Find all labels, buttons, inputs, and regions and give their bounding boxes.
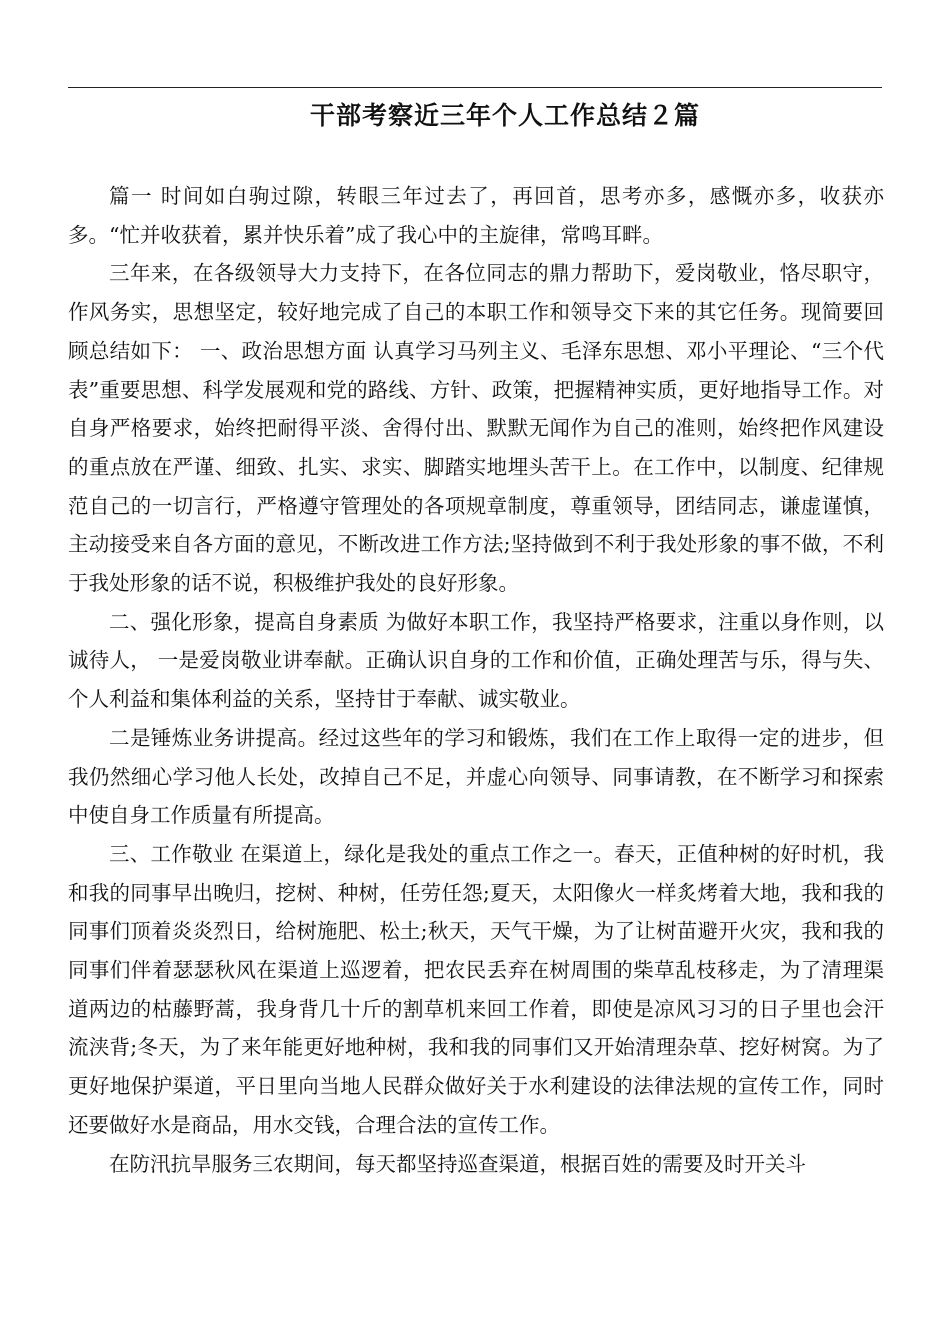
paragraph: 二是锤炼业务讲提高。经过这些年的学习和锻炼，我们在工作上取得一定的进步，但我仍然细心学习他人长处，改掉自己不足，并虚心向领导、同事请教，在不断学习和探索中使自身工作质量有所提高。 <box>68 725 884 828</box>
document-title: 干部考察近三年个人工作总结２篇 <box>309 101 700 130</box>
header-rule <box>68 87 882 88</box>
paragraph: 篇一 时间如白驹过隙，转眼三年过去了，再回首，思考亦多，感慨亦多，收获亦多。“忙并收获着，累并快乐着”成了我心中的主旋律，常鸣耳畔。 <box>68 184 884 247</box>
paragraph: 在防汛抗旱服务三农期间，每天都坚持巡查渠道，根据百姓的需要及时开关斗 <box>109 1151 806 1176</box>
paragraph: 三年来，在各级领导大力支持下，在各位同志的鼎力帮助下，爱岗敬业，恪尽职守，作风务实，思想坚定，较好地完成了自己的本职工作和领导交下来的其它任务。现简要回顾总结如下： 一、政治思想方面 认真学习马列主义、毛泽东思想、邓小平理论、“三个代表”重要思想、科学发展观和党的路线、方针、政策，把握精神实质，更好地指导工作。对自身严格要求，始终把耐得平淡、舍得付出、默默无闻作为自己的准则，始终把作风建设的重点放在严谨、细致、扎实、求实、脚踏实地埋头苦干上。在工作中，以制度、纪律规范自己的一切言行，严格遵守管理处的各项规章制度，尊重领导，团结同志，谦虚谨慎，主动接受来自各方面的意见，不断改进工作方法;坚持做到不利于我处形象的事不做，不利于我处形象的话不说，积极维护我处的良好形象。 <box>68 261 884 596</box>
document-body <box>68 177 884 1183</box>
paragraph: 二、强化形象，提高自身素质 为做好本职工作，我坚持严格要求，注重以身作则，以诚待人， 一是爱岗敬业讲奉献。正确认识自身的工作和价值，正确处理苦与乐，得与失、个人利益和集体利益的关系，坚持甘于奉献、诚实敬业。 <box>68 609 884 712</box>
paragraph: 三、工作敬业 在渠道上，绿化是我处的重点工作之一。春天，正值种树的好时机，我和我的同事早出晚归，挖树、种树，任劳任怨;夏天，太阳像火一样炙烤着大地，我和我的同事们顶着炎炎烈日，给树施肥、松土;秋天，天气干燥，为了让树苗避开火灾，我和我的同事们伴着瑟瑟秋风在渠道上巡逻着，把农民丢弃在树周围的柴草乱枝移走，为了清理渠道两边的枯藤野蒿，我身背几十斤的割草机来回工作着，即使是凉风习习的日子里也会汗流浃背;冬天，为了来年能更好地种树，我和我的同事们又开始清理杂草、挖好树窝。为了更好地保护渠道，平日里向当地人民群众做好关于水利建设的法律法规的宣传工作，同时还要做好水是商品，用水交钱，合理合法的宣传工作。 <box>68 841 884 1137</box>
